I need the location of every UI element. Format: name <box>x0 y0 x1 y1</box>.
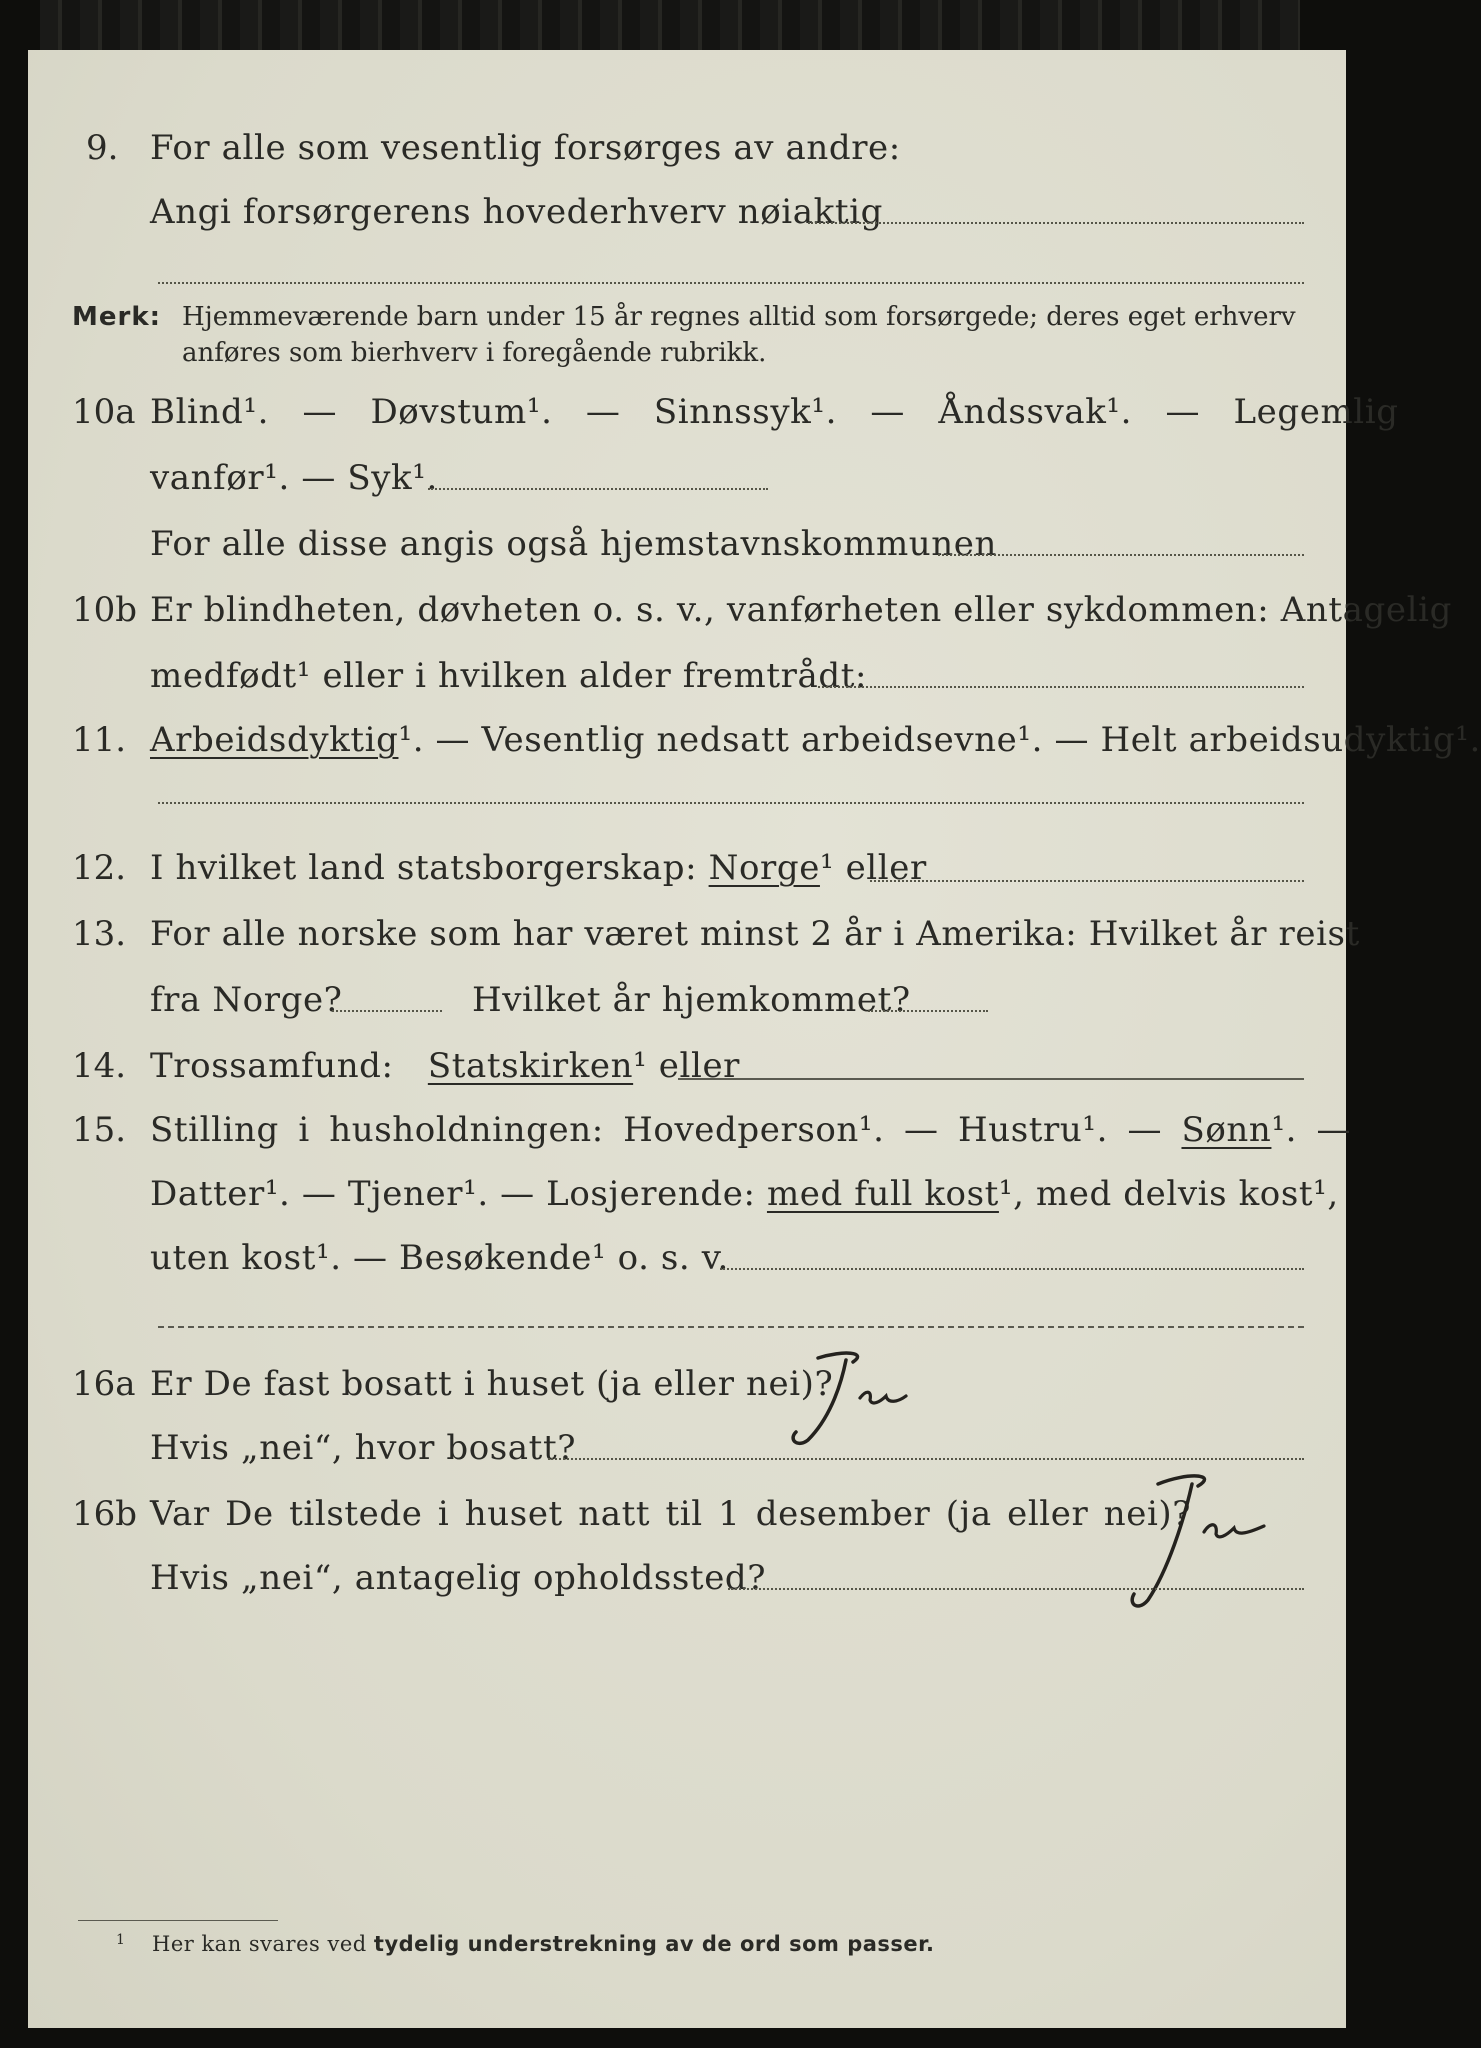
q10b-answer-field[interactable] <box>818 686 1304 688</box>
merk-line2: anføres som bierhverv i foregående rubrikk. <box>182 338 767 368</box>
scan-top-edge <box>40 0 1300 50</box>
q16a-line1: Er De fast bosatt i huset (ja eller nei)? <box>150 1364 834 1404</box>
q15-line3: uten kost¹. — Besøkende¹ o. s. v. <box>150 1238 729 1278</box>
q15-line2: Datter¹. — Tjener¹. — Losjerende: med full kost¹, med delvis kost¹, <box>150 1174 1339 1214</box>
footnote-text: Her kan svares ved tydelig understrekning av de ord som passer. <box>152 1932 935 1956</box>
q11-number: 11. <box>72 720 127 760</box>
q14-answer-field[interactable] <box>678 1078 1304 1080</box>
svg-text:Ja: Ja <box>748 1340 749 1341</box>
q10a-answer-field[interactable] <box>428 488 768 490</box>
q15-underlined-sonn[interactable]: Sønn <box>1181 1110 1272 1150</box>
q9-number: 9. <box>86 128 119 168</box>
q12-line: I hvilket land statsborgerskap: Norge¹ eller <box>150 848 927 888</box>
q15-separator <box>158 1326 1304 1328</box>
q16b-handwritten-answer <box>1068 1460 1288 1620</box>
merk-label: Merk: <box>72 302 162 332</box>
q14-underlined-option[interactable]: Statskirken <box>427 1046 634 1086</box>
q9-line2: Angi forsørgerens hovederhverv nøiaktig <box>150 192 883 232</box>
q15-line1: Stilling i husholdningen: Hovedperson¹. — Hustru¹. — Sønn¹. — <box>150 1110 1352 1150</box>
q13-reist-field[interactable] <box>332 1010 442 1012</box>
q14-line: Trossamfund: Statskirken¹ eller <box>150 1046 741 1086</box>
q13-hjem-field[interactable] <box>868 1010 988 1012</box>
q9-answer-field-2[interactable] <box>158 282 1304 284</box>
q12-underlined-option[interactable]: Norge <box>708 848 820 888</box>
q13-line1: For alle norske som har været minst 2 år i Amerika: Hvilket år reist <box>150 914 1360 954</box>
q16b-number: 16b <box>72 1494 138 1534</box>
svg-text:Ja: Ja <box>1068 1460 1069 1461</box>
footnote-mark: 1 <box>116 1932 126 1948</box>
q13-number: 13. <box>72 914 127 954</box>
q16b-line2: Hvis „nei“, antagelig opholdssted? <box>150 1558 767 1598</box>
q11-line: Arbeidsdyktig¹. — Vesentlig nedsatt arbeidsevne¹. — Helt arbeidsudyktig¹. <box>150 720 1481 760</box>
q10b-line1: Er blindheten, døvheten o. s. v., vanførheten eller sykdommen: Antagelig <box>150 590 1452 630</box>
q13-part1: fra Norge? <box>150 980 343 1020</box>
merk-line1: Hjemmeværende barn under 15 år regnes alltid som forsørgede; deres eget erhverv <box>182 302 1296 332</box>
footnote-rule <box>78 1920 278 1921</box>
q16a-handwritten-answer <box>748 1340 978 1450</box>
q16b-line1: Var De tilstede i huset natt til 1 desember (ja eller nei)? <box>150 1494 1192 1534</box>
q11-answer-field[interactable] <box>158 802 1304 804</box>
q12-number: 12. <box>72 848 127 888</box>
q9-answer-field[interactable] <box>808 222 1304 224</box>
q9-line1: For alle som vesentlig forsørges av andre: <box>150 128 901 168</box>
q10a-line2: vanfør¹. — Syk¹. <box>150 458 438 498</box>
q10a-line1: Blind¹. — Døvstum¹. — Sinnssyk¹. — Åndssvak¹. — Legemlig <box>150 392 1399 432</box>
q10a-line3: For alle disse angis også hjemstavnskommunen <box>150 524 997 564</box>
q10b-number: 10b <box>72 590 138 630</box>
q15-underlined-fullkost[interactable]: med full kost <box>766 1174 999 1214</box>
q11-underlined-option[interactable]: Arbeidsdyktig <box>150 720 399 760</box>
q15-answer-field[interactable] <box>720 1268 1304 1270</box>
q14-number: 14. <box>72 1046 127 1086</box>
q10b-line2: medfødt¹ eller i hvilken alder fremtrådt: <box>150 656 868 696</box>
q16b-answer-field[interactable] <box>728 1588 1304 1590</box>
q16a-line2: Hvis „nei“, hvor bosatt? <box>150 1428 577 1468</box>
q16a-number: 16a <box>72 1364 136 1404</box>
q13-part2: Hvilket år hjemkommet? <box>472 980 911 1020</box>
footnote-bold: tydelig understrekning av de ord som passer. <box>373 1932 935 1956</box>
q12-answer-field[interactable] <box>870 880 1304 882</box>
q10a-number: 10a <box>72 392 136 432</box>
q10a-kommune-field[interactable] <box>938 554 1304 556</box>
census-form-page <box>28 50 1481 2028</box>
q15-number: 15. <box>72 1110 127 1150</box>
